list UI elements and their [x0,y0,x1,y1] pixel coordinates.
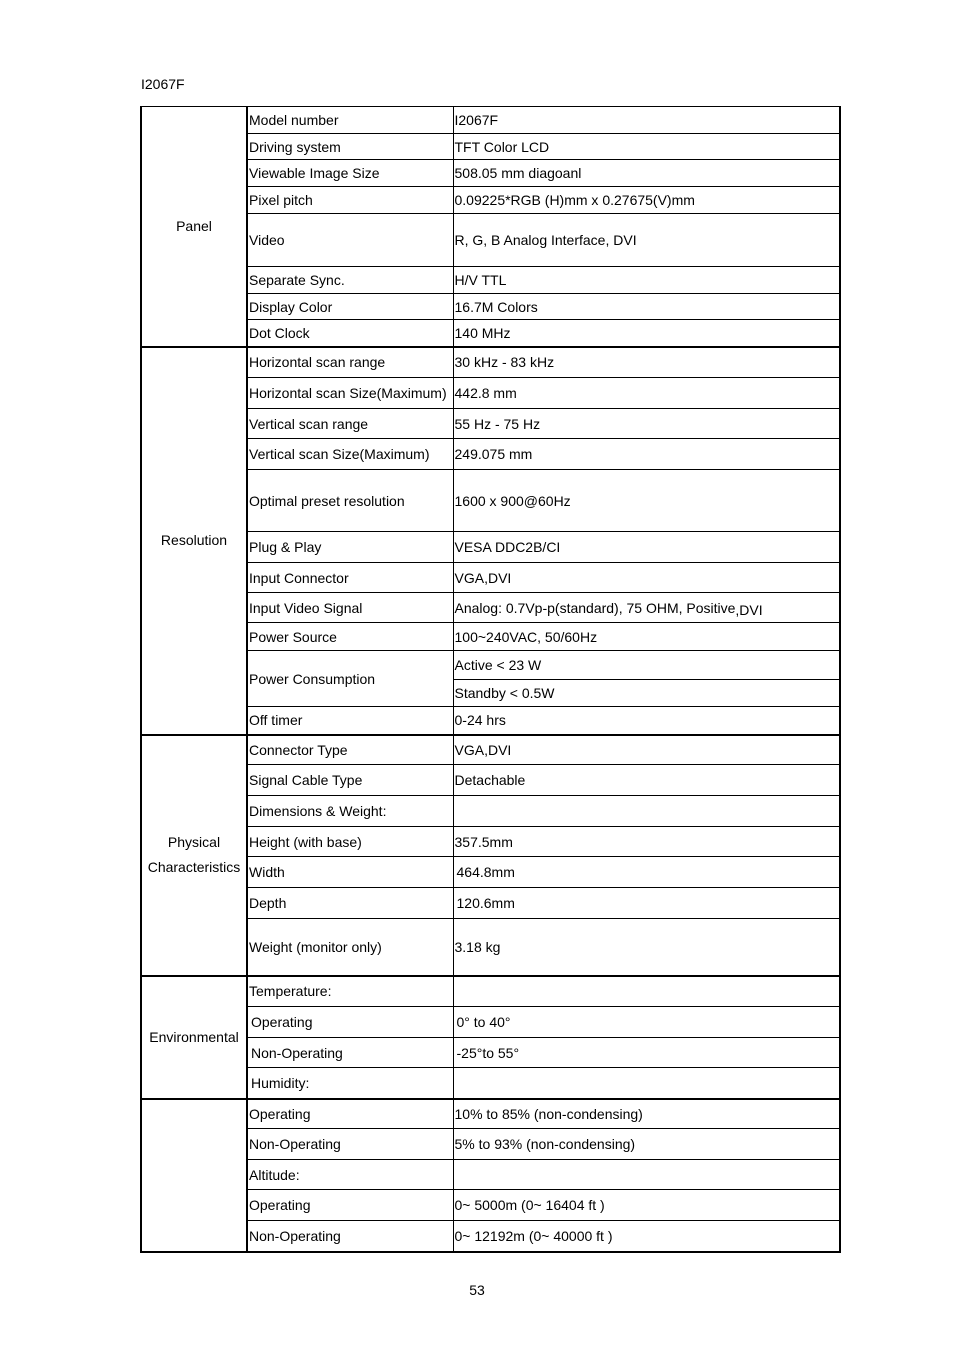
spec-label: Input Video Signal [247,593,453,623]
spec-value: 140 MHz [453,320,840,347]
spec-value: 464.8mm [453,857,840,888]
spec-value: 5% to 93% (non-condensing) [453,1129,840,1160]
spec-label: Height (with base) [247,827,453,857]
spec-label: Non-Operating [247,1038,453,1068]
spec-value: -25°to 55° [453,1038,840,1068]
spec-label: Signal Cable Type [247,765,453,796]
spec-value: Detachable [453,765,840,796]
spec-label: Humidity: [247,1068,453,1099]
table-row [141,347,840,378]
table-row [141,976,840,1007]
spec-label: Depth [247,888,453,919]
page-number: 53 [469,1282,485,1298]
spec-value [453,1160,840,1190]
spec-label: Off timer [247,707,453,735]
spec-value: 508.05 mm diagoanl [453,160,840,187]
spec-label: Width [247,857,453,888]
spec-label: Input Connector [247,563,453,593]
spec-value: Standby < 0.5W [453,680,840,707]
section-blank [141,1099,247,1252]
section-physical-line1: Physical [167,834,221,850]
spec-label: Pixel pitch [247,187,453,214]
spec-label: Weight (monitor only) [247,919,453,976]
section-environmental: Environmental [141,976,247,1099]
spec-label: Video [247,214,453,267]
spec-value: VGA,DVI [453,563,840,593]
spec-value-main: Analog: 0.7Vp-p(standard), 75 OHM, Positive [454,599,736,616]
spec-value: Active < 23 W [453,651,840,680]
spec-value-suffix: ,DVI [735,601,763,618]
spec-label: Temperature: [247,976,453,1007]
spec-value: 0~ 12192m (0~ 40000 ft ) [453,1221,840,1252]
spec-value: 16.7M Colors [453,294,840,320]
spec-value: 120.6mm [453,888,840,919]
spec-label: Operating [247,1007,453,1038]
spec-label: Altitude: [247,1160,453,1190]
spec-value: 357.5mm [453,827,840,857]
spec-label: Viewable Image Size [247,160,453,187]
section-physical [141,735,247,976]
section-resolution: Resolution [141,347,247,735]
spec-label: Power Source [247,623,453,651]
model-heading: I2067F [141,76,185,92]
spec-value: 0-24 hrs [453,707,840,735]
spec-value: 30 kHz - 83 kHz [453,347,840,378]
spec-value [453,976,840,1007]
spec-label: Power Consumption [247,651,453,707]
spec-label: Connector Type [247,735,453,765]
spec-label: Dot Clock [247,320,453,347]
table-row [141,1099,840,1129]
spec-value: VESA DDC2B/CI [453,532,840,563]
spec-label: Dimensions & Weight: [247,796,453,827]
spec-value: 10% to 85% (non-condensing) [453,1099,840,1129]
spec-label: Operating [247,1099,453,1129]
spec-value: 55 Hz - 75 Hz [453,409,840,439]
spec-label: Optimal preset resolution [247,470,453,532]
spec-value: VGA,DVI [453,735,840,765]
spec-label: Horizontal scan range [247,347,453,378]
spec-label: Vertical scan range [247,409,453,439]
spec-value: 1600 x 900@60Hz [453,470,840,532]
table-row [141,735,840,765]
spec-value: 0.09225*RGB (H)mm x 0.27675(V)mm [453,187,840,214]
section-physical-line2: Characteristics [147,859,241,875]
table-row [141,107,840,134]
spec-value: 100~240VAC, 50/60Hz [453,623,840,651]
specification-table [140,106,841,1253]
spec-value: 3.18 kg [453,919,840,976]
spec-label: Operating [247,1190,453,1221]
spec-value: 442.8 mm [453,378,840,409]
spec-label: Model number [247,107,453,134]
spec-label: Non-Operating [247,1129,453,1160]
section-panel: Panel [141,107,247,347]
spec-label: Separate Sync. [247,267,453,294]
spec-label: Non-Operating [247,1221,453,1252]
spec-label: Driving system [247,134,453,160]
spec-value [453,593,840,623]
spec-value [453,796,840,827]
spec-value: R, G, B Analog Interface, DVI [453,214,840,267]
spec-value: 0° to 40° [453,1007,840,1038]
spec-label: Display Color [247,294,453,320]
spec-value: I2067F [453,107,840,134]
spec-label: Horizontal scan Size(Maximum) [247,378,453,409]
spec-label: Vertical scan Size(Maximum) [247,439,453,470]
spec-value: 249.075 mm [453,439,840,470]
spec-value: TFT Color LCD [453,134,840,160]
spec-value: 0~ 5000m (0~ 16404 ft ) [453,1190,840,1221]
spec-value [453,1068,840,1099]
spec-value: H/V TTL [453,267,840,294]
spec-label: Plug & Play [247,532,453,563]
